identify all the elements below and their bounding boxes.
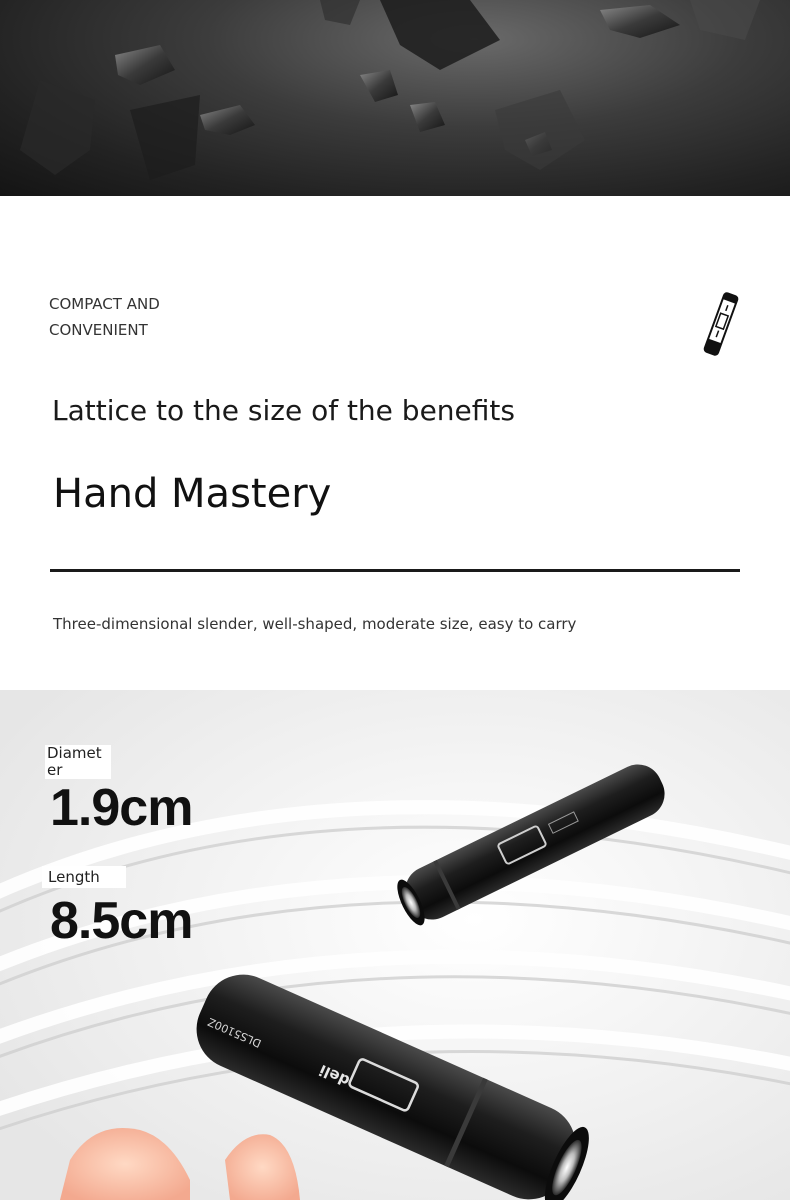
length-label: Length [42,866,126,888]
flashlight-icon [700,290,742,358]
product-model-text: DLS5100Z [205,1014,264,1050]
section-eyebrow [49,291,229,343]
hero-banner [0,0,790,196]
eyebrow-line-1: COMPACT AND [49,295,160,313]
section-description: Three-dimensional slender, well-shaped, moderate size, easy to carry [53,615,577,633]
diameter-label: Diameter [45,745,111,779]
product-brand-text: deli [316,1060,353,1090]
length-value: 8.5cm [50,892,193,950]
diameter-value: 1.9cm [50,779,193,837]
rock-fragments-illustration [0,0,790,196]
divider [50,569,740,572]
section-subtitle: Lattice to the size of the benefits [52,394,515,427]
eyebrow-line-2: CONVENIENT [49,321,148,339]
page-title: Hand Mastery [53,471,332,517]
